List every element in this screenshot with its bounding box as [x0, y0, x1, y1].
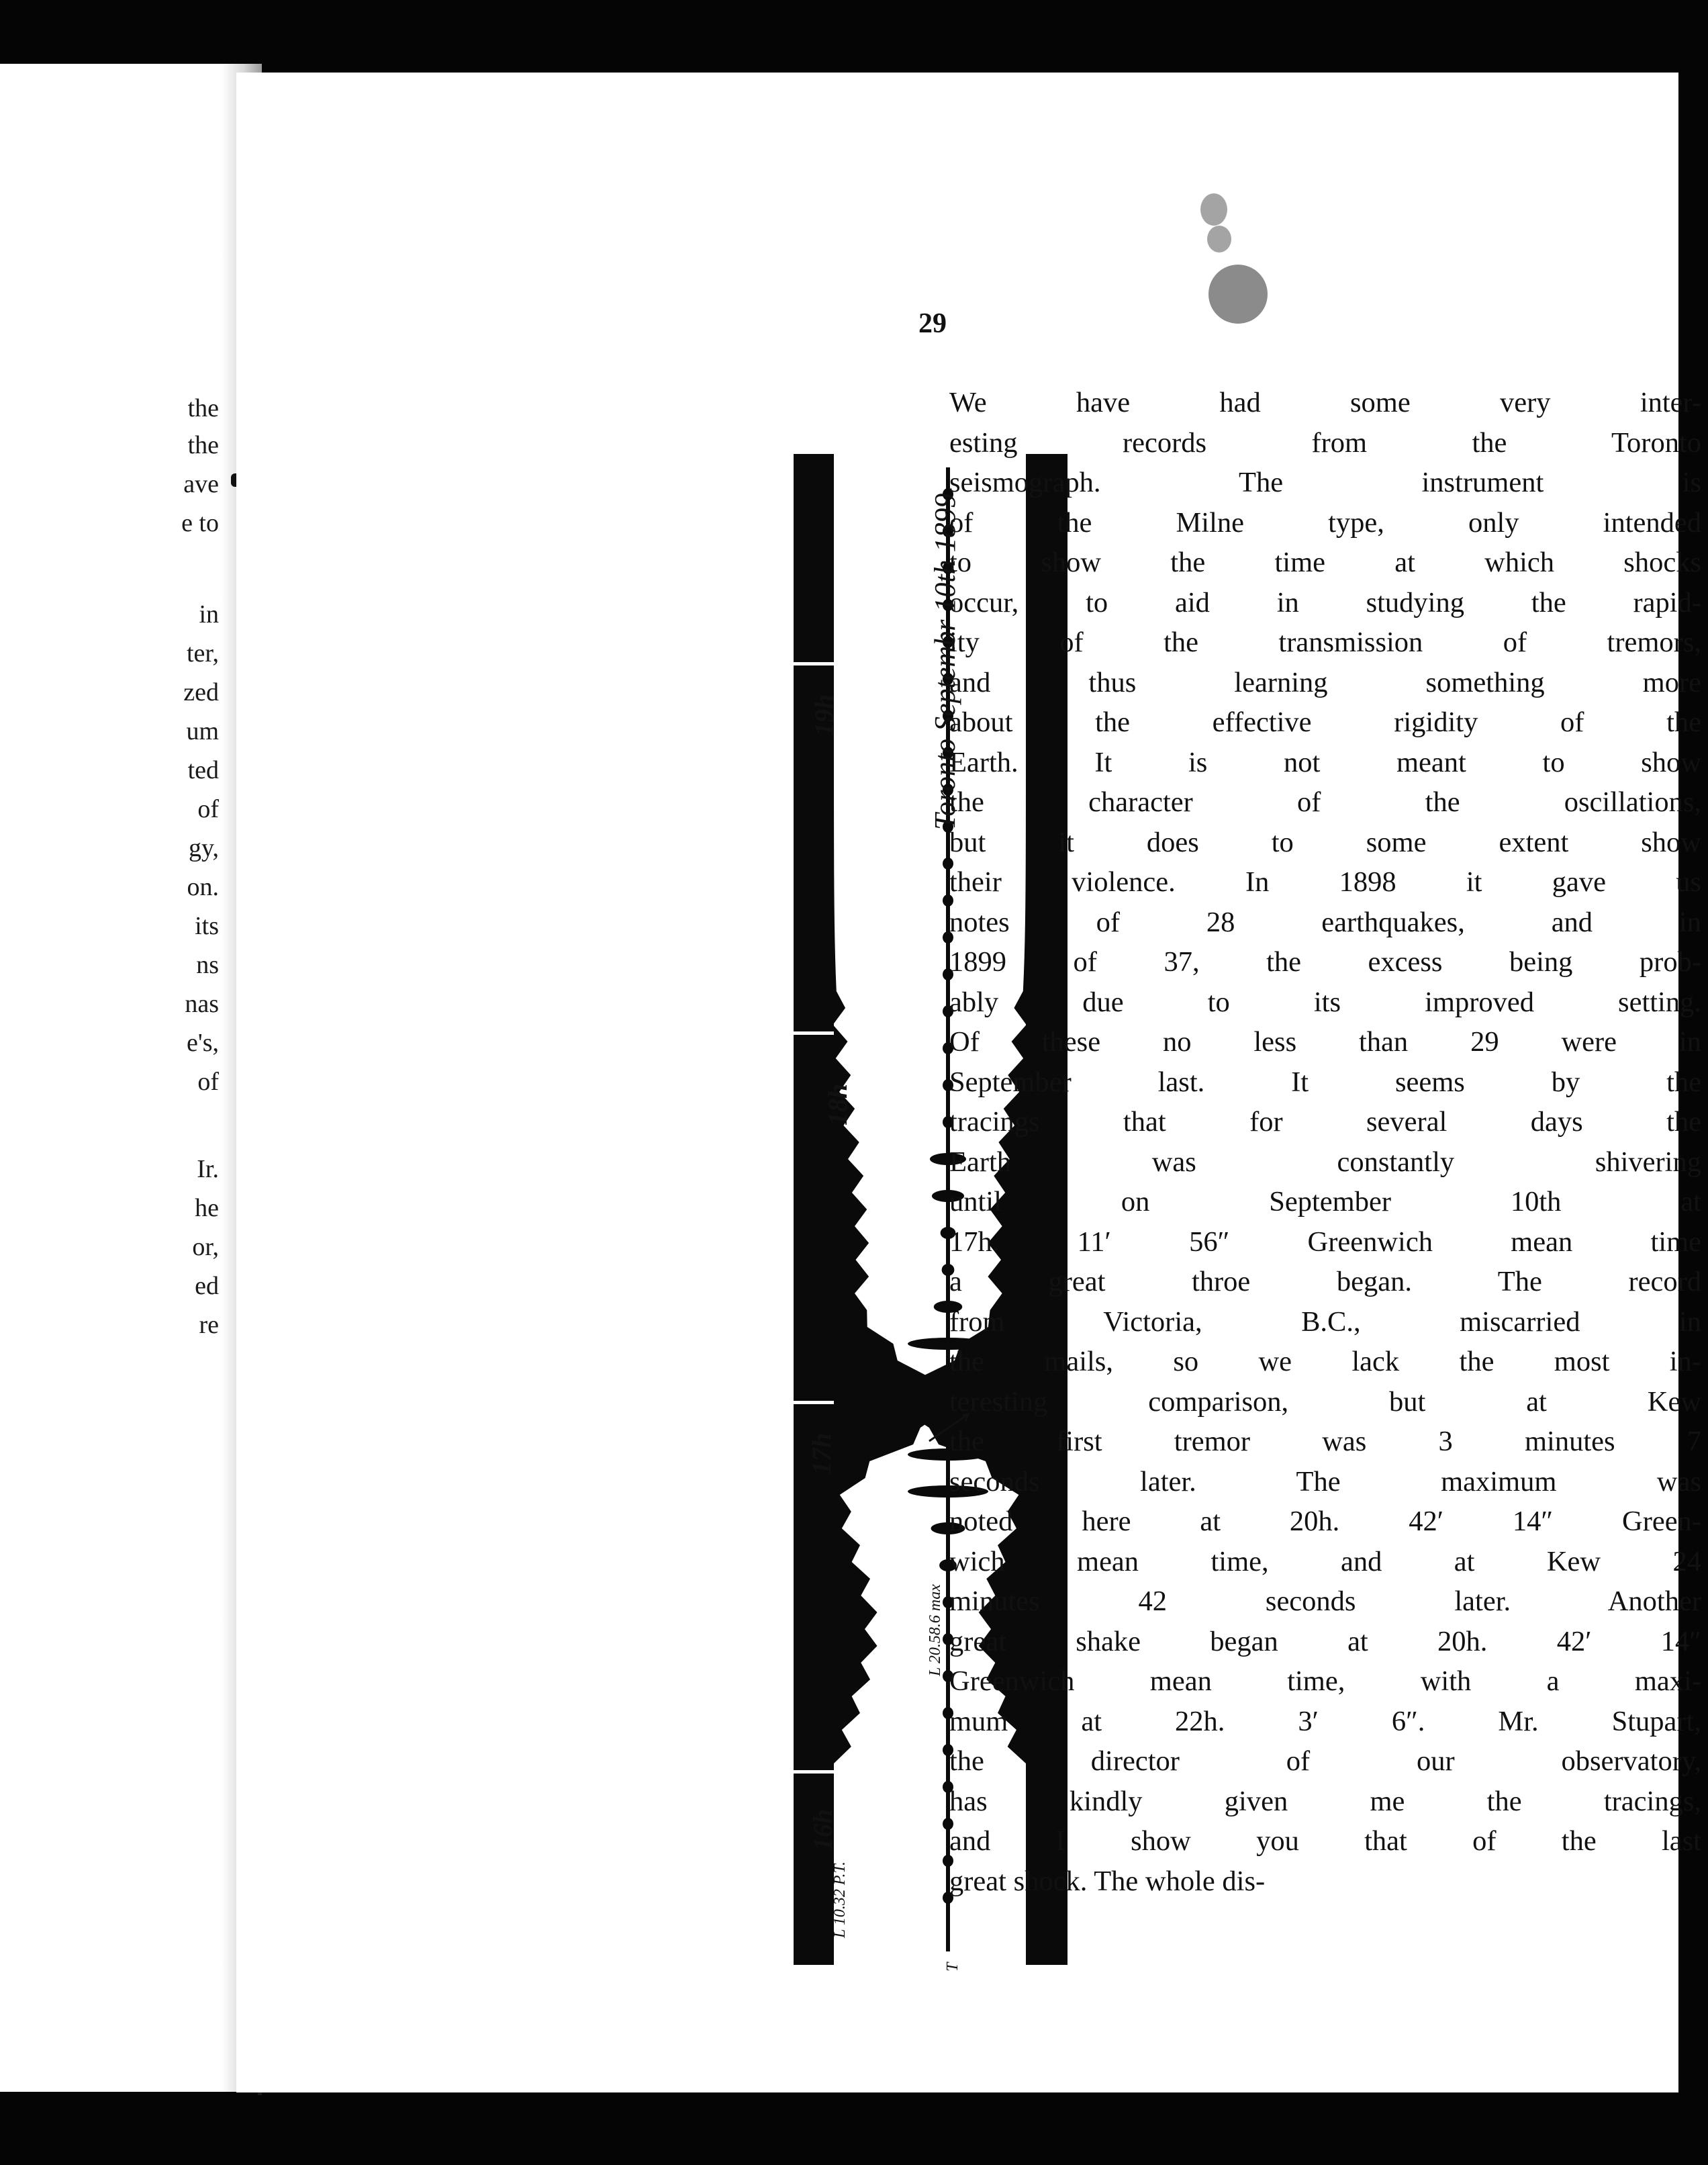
body-line: a great throe began. The record — [949, 1266, 1701, 1297]
tremor-end-label: T — [944, 1962, 961, 1972]
body-line: 17h. 11′ 56″ Greenwich mean time — [949, 1226, 1701, 1258]
hour-mark-17: 17h — [806, 1432, 837, 1475]
body-line: We have had some very inter- — [949, 387, 1701, 418]
previous-page-line: um — [186, 717, 219, 745]
body-line: teresting comparison, but at Kew — [949, 1385, 1701, 1418]
body-line: tracings that for several days the — [949, 1106, 1701, 1138]
body-text — [949, 383, 1701, 1901]
previous-page-line: Ir. — [197, 1155, 219, 1183]
body-line: until on September 10th at — [949, 1186, 1701, 1217]
body-line: from Victoria, B.C., miscarried in — [949, 1305, 1701, 1338]
previous-page-line: e to — [181, 509, 219, 537]
page-number: 29 — [918, 308, 947, 339]
maximum-label: L 20.58.6 max — [927, 1584, 944, 1676]
body-line: September last. It seems by the — [949, 1066, 1701, 1098]
previous-page-line: ter, — [186, 639, 219, 667]
body-line: ably due to its improved setting. — [949, 986, 1701, 1018]
previous-page-line: of — [197, 795, 219, 823]
previous-page-line: in — [199, 600, 219, 629]
ink-stain — [1200, 193, 1227, 226]
previous-page-line: ns — [196, 951, 219, 979]
hour-tick — [794, 1031, 834, 1035]
body-line: Earth. It is not meant to show — [949, 746, 1701, 778]
body-line: the character of the oscillations, — [949, 786, 1701, 818]
body-line: about the effective rigidity of the — [949, 706, 1701, 738]
body-line: seconds later. The maximum was — [949, 1465, 1701, 1498]
body-line: and I show you that of the last — [949, 1825, 1701, 1857]
hour-tick — [794, 662, 834, 665]
previous-page-line: e's, — [186, 1029, 219, 1057]
hour-mark-19: 19h — [809, 694, 839, 736]
hour-mark-16: 16h — [808, 1808, 838, 1851]
previous-page-line: re — [199, 1311, 219, 1339]
previous-page-line: on. — [187, 873, 219, 901]
previous-page-line: its — [195, 912, 219, 940]
body-line: to show the time at which shocks — [949, 547, 1701, 578]
body-line: notes of 28 earthquakes, and in — [949, 906, 1701, 938]
body-line: but it does to some extent show — [949, 826, 1701, 858]
body-line: Of these no less than 29 were in — [949, 1026, 1701, 1058]
body-line: and thus learning something more — [949, 666, 1701, 698]
body-line: esting records from the Toronto — [949, 426, 1701, 459]
body-line: the first tremor was 3 minutes 7 — [949, 1426, 1701, 1457]
preliminary-tremor-label: L 10.32 P.T. — [831, 1861, 849, 1938]
body-line: minutes 42 seconds later. Another — [949, 1585, 1701, 1617]
body-line: mum at 22h. 3′ 6″. Mr. Stupart, — [949, 1705, 1701, 1737]
previous-page-line: gy, — [188, 834, 219, 862]
body-line: ity of the transmission of tremors, — [949, 627, 1701, 658]
body-line: the director of our observatory, — [949, 1745, 1701, 1777]
body-line: great shock. The whole dis- — [949, 1865, 1266, 1897]
previous-page-line: or, — [192, 1233, 219, 1261]
trace-band-left — [794, 454, 834, 1965]
body-line: wich mean time, and at Kew 24 — [949, 1545, 1701, 1577]
previous-page-line: he — [195, 1194, 219, 1222]
body-line: noted here at 20h. 42′ 14″ Green- — [949, 1506, 1701, 1537]
body-line: the mails, so we lack the most in- — [949, 1346, 1701, 1377]
body-line: seismograph. The instrument is — [949, 467, 1701, 498]
previous-page-line: the — [187, 431, 219, 459]
body-line: of the Milne type, only intended — [949, 506, 1701, 539]
seismogram-title: Toronto Septembr 10th 1899 — [929, 493, 961, 830]
body-line: 1899 of 37, the excess being prob- — [949, 946, 1701, 978]
hour-tick — [794, 1770, 834, 1774]
previous-page-line: zed — [183, 678, 219, 706]
ink-stain — [1207, 226, 1231, 252]
body-line: their violence. In 1898 it gave us — [949, 866, 1701, 898]
body-line: occur, to aid in studying the rapid- — [949, 586, 1701, 618]
body-line: Earth was constantly shivering — [949, 1146, 1701, 1178]
ink-stain — [1208, 265, 1268, 324]
previous-page-line: the — [187, 394, 219, 422]
previous-page-line: ed — [195, 1272, 219, 1300]
previous-page-line: ave — [183, 470, 219, 498]
previous-page-line: of — [197, 1068, 219, 1096]
previous-page — [0, 64, 236, 2092]
body-line: Greenwich mean time, with a maxi- — [949, 1665, 1701, 1697]
previous-page-line: nas — [185, 990, 219, 1018]
hour-mark-18: 18h — [822, 1083, 853, 1125]
body-line: has kindly given me the tracings, — [949, 1785, 1701, 1817]
previous-page-line: ted — [187, 756, 219, 784]
book-page — [236, 73, 1701, 2092]
body-line: great shake began at 20h. 42′ 14″ — [949, 1625, 1701, 1657]
hour-tick — [794, 1401, 834, 1404]
